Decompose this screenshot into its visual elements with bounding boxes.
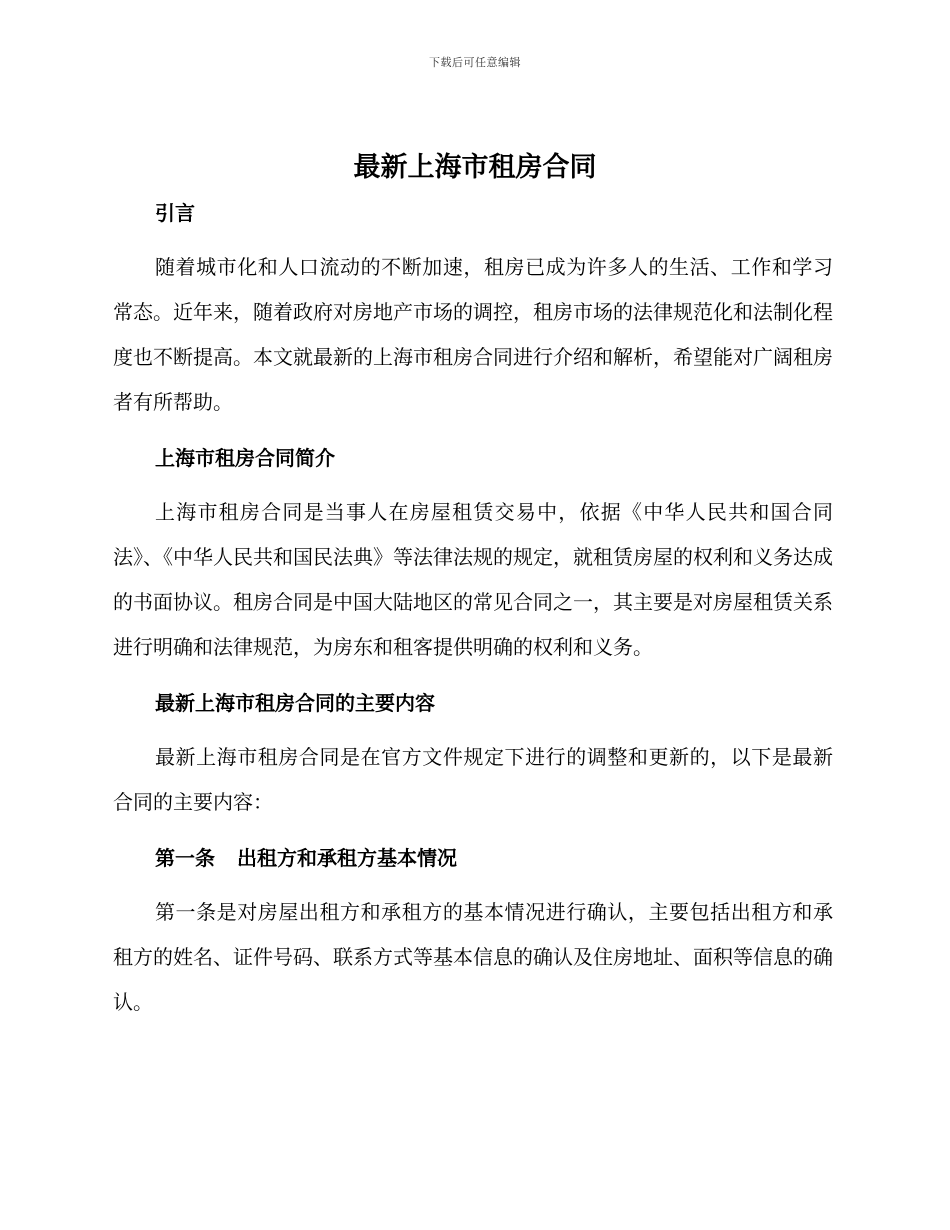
section-heading: 引言 — [155, 201, 195, 225]
article-heading — [113, 838, 833, 878]
page-header-note: 下载后可任意编辑 — [429, 56, 521, 69]
section-paragraph: 上海市租房合同是当事人在房屋租赁交易中，依据《中华人民共和国合同法》、《中华人民共和国民法典》等法律法规的规定，就租赁房屋的权利和义务达成的书面协议。租房合同是中国大陆地区的常见合同之一，其主要是对房屋租赁关系进行明确和法律规范，为房东和租客提供明确的权利和义务。 — [113, 500, 833, 659]
article-number: 第一条 — [155, 846, 215, 870]
document-body — [113, 193, 833, 1038]
section-paragraph: 第一条是对房屋出租方和承租方的基本情况进行确认，主要包括出租方和承租方的姓名、证件号码、联系方式等基本信息的确认及住房地址、面积等信息的确认。 — [113, 900, 833, 1014]
section-overview — [113, 438, 833, 670]
section-paragraph: 最新上海市租房合同是在官方文件规定下进行的调整和更新的，以下是最新合同的主要内容： — [113, 745, 833, 814]
section-main-content — [113, 683, 833, 825]
section-heading: 最新上海市租房合同的主要内容 — [155, 691, 435, 715]
section-introduction — [113, 193, 833, 425]
section-paragraph: 随着城市化和人口流动的不断加速，租房已成为许多人的生活、工作和学习常态。近年来，随着政府对房地产市场的调控，租房市场的法律规范化和法制化程度也不断提高。本文就最新的上海市租房合同进行介绍和解析，希望能对广阔租房者有所帮助。 — [113, 255, 833, 414]
article-title: 出租方和承租方基本情况 — [237, 846, 457, 870]
section-article-one — [113, 838, 833, 1025]
document-title: 最新上海市租房合同 — [353, 152, 597, 183]
section-heading: 上海市租房合同简介 — [155, 446, 335, 470]
